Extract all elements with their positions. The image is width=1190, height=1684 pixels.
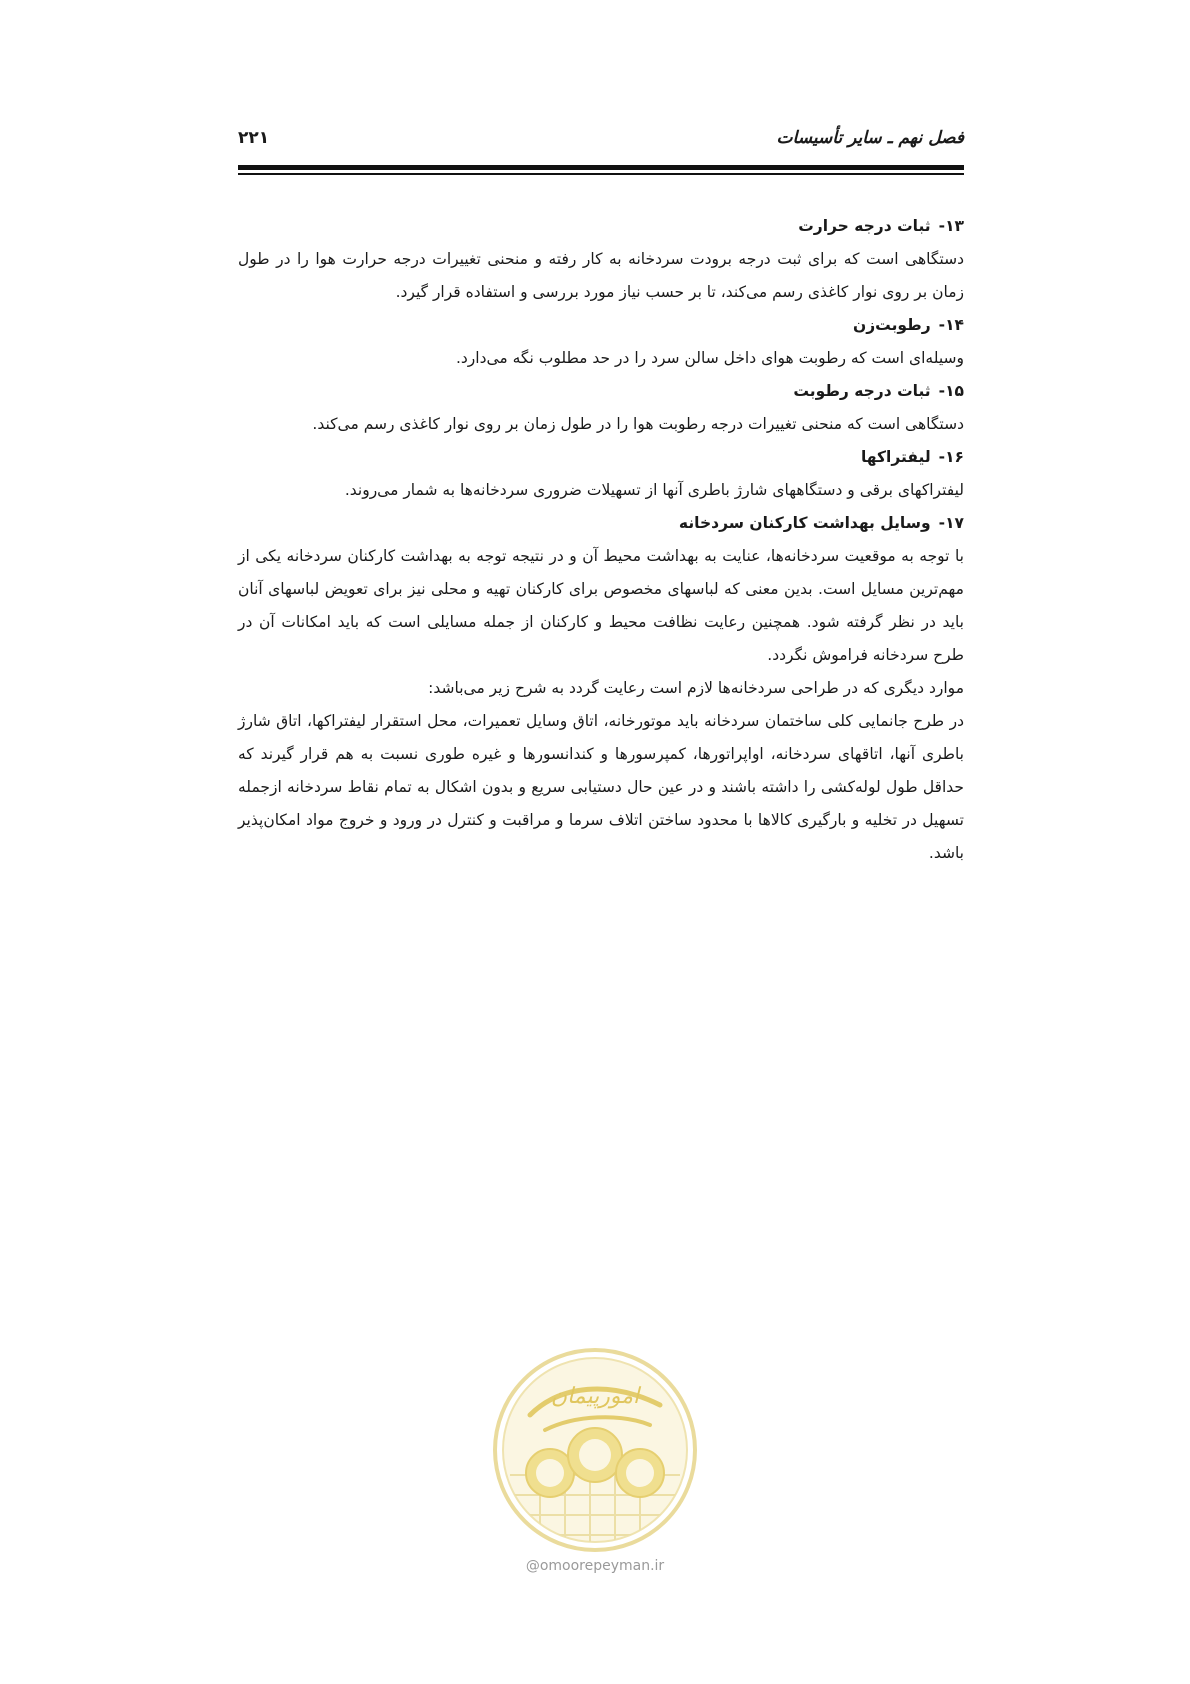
body-content bbox=[238, 210, 964, 870]
paragraph: موارد دیگری که در طراحی سردخانه‌ها لازم است رعایت گردد به شرح زیر می‌باشد: bbox=[428, 679, 964, 697]
page-header bbox=[238, 128, 964, 162]
section-title: لیفتراکها bbox=[860, 448, 931, 466]
paragraph: لیفتراکهای برقی و دستگاههای شارژ باطری آنها از تسهیلات ضروری سردخانه‌ها به شمار می‌روند. bbox=[344, 481, 964, 499]
svg-text:امورپیمان: امورپیمان bbox=[550, 1384, 640, 1409]
watermark-url: @omoorepeyman.ir bbox=[525, 1558, 665, 1574]
section-number: ۱۶- bbox=[938, 448, 964, 466]
paragraph: دستگاهی است که برای ثبت درجه برودت سردخانه به کار رفته و منحنی تغییرات درجه حرارت هوا را در طول زمان بر روی نوار کاغذی رسم می‌کند، تا بر حسب نیاز مورد بررسی و استفاده قرار گیرد. bbox=[238, 250, 964, 301]
section-heading bbox=[238, 210, 964, 243]
section-heading bbox=[238, 441, 964, 474]
section-heading bbox=[238, 507, 964, 540]
paragraph: با توجه به موقعیت سردخانه‌ها، عنایت به بهداشت محیط آن و در نتیجه توجه به بهداشت کارکنان سردخانه یکی از مهم‌ترین مسایل است. بدین معنی که لباسهای مخصوص برای کارکنان تهیه و محلی نیز برای تعویض لباسهای آنان باید در نظر گرفته شود. همچنین رعایت نظافت محیط و کارکنان از جمله مسایلی است که باید امکانات آن در طرح سردخانه فراموش نگردد. bbox=[238, 547, 964, 664]
header-rule-thick bbox=[238, 165, 964, 170]
section-title: وسایل بهداشت کارکنان سردخانه bbox=[678, 514, 931, 532]
section-number: ۱۴- bbox=[938, 316, 964, 334]
section-title: رطوبت‌زن bbox=[853, 316, 931, 334]
paragraph: وسیله‌ای است که رطوبت هوای داخل سالن سرد را در حد مطلوب نگه می‌دارد. bbox=[455, 349, 964, 367]
section-number: ۱۳- bbox=[938, 217, 964, 235]
paragraph: دستگاهی است که منحنی تغییرات درجه رطوبت هوا را در طول زمان بر روی نوار کاغذی رسم می‌کند. bbox=[312, 415, 964, 433]
paragraph: در طرح جانمایی کلی ساختمان سردخانه باید موتورخانه، اتاق وسایل تعمیرات، محل استقرار لیفتراکها، اتاق شارژ باطری آنها، اتاقهای سردخانه، اواپراتورها، کمپرسورها و کندانسورها و غیره طوری نسبت به هم قرار گیرند که حداقل طول لوله‌کشی را داشته باشند و در عین حال دستیابی سریع و بدون اشکال به تمام نقاط سردخانه ازجمله تسهیل در تخلیه و بارگیری کالاها با محدود ساختن اتلاف سرما و مراقبت و کنترل در ورود و خروج مواد امکان‌پذیر باشد. bbox=[238, 712, 964, 862]
section-title: ثبات درجه رطوبت bbox=[793, 382, 931, 400]
page-number: ۲۲۱ bbox=[238, 128, 270, 148]
header-rule-thin bbox=[238, 173, 964, 175]
chapter-title: فصل نهم ـ سایر تأسیسات bbox=[776, 128, 964, 148]
section-title: ثبات درجه حرارت bbox=[798, 217, 931, 235]
section-heading bbox=[238, 375, 964, 408]
watermark-logo bbox=[490, 1345, 700, 1555]
section-number: ۱۷- bbox=[938, 514, 964, 532]
section-heading bbox=[238, 309, 964, 342]
section-number: ۱۵- bbox=[938, 382, 964, 400]
